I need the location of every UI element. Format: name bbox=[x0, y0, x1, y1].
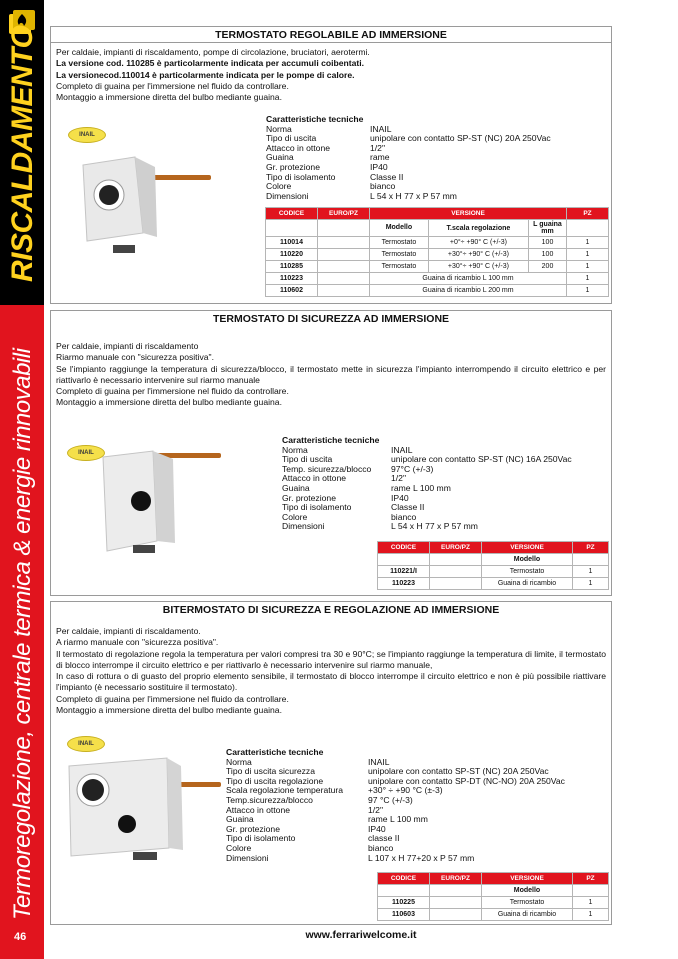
empty-cell bbox=[430, 554, 482, 566]
product-section-3 bbox=[50, 601, 612, 925]
model-cell: Guaina di ricambio bbox=[482, 909, 573, 921]
price-cell bbox=[430, 566, 482, 578]
section-title: TERMOSTATO DI SICUREZZA AD IMMERSIONE bbox=[212, 313, 450, 325]
spec-value: bianco bbox=[391, 511, 417, 522]
col-header-codice: CODICE bbox=[378, 873, 430, 885]
spec-key: Dimensioni bbox=[226, 852, 269, 863]
col-header-pz: PZ bbox=[567, 208, 609, 220]
empty-cell bbox=[567, 220, 609, 237]
product-code-table bbox=[377, 872, 609, 921]
empty-cell bbox=[573, 554, 609, 566]
inail-badge: INAIL bbox=[67, 736, 105, 752]
product-code-table bbox=[377, 541, 609, 590]
price-cell bbox=[318, 285, 370, 297]
page-number: 46 bbox=[14, 931, 27, 943]
section-description bbox=[56, 341, 606, 409]
sub-header-modello: Modello bbox=[482, 885, 573, 897]
spec-value: 97°C (+/-3) bbox=[391, 463, 434, 474]
section-description bbox=[56, 47, 606, 103]
product-code: 110220 bbox=[266, 249, 318, 261]
table-row bbox=[378, 909, 609, 921]
spec-key: Tipo di isolamento bbox=[266, 171, 336, 182]
spec-value: IP40 bbox=[370, 161, 388, 172]
empty-cell bbox=[430, 885, 482, 897]
desc-line: Completo di guaina per l'immersione nel fluido da controllare. bbox=[56, 693, 289, 704]
spec-value: 97 °C (+/-3) bbox=[368, 794, 413, 805]
table-row bbox=[266, 237, 609, 249]
sub-header-guaina: L guaina mm bbox=[529, 220, 567, 237]
spec-value: +30° ÷ +90 °C (±-3) bbox=[368, 785, 443, 796]
spec-key: Guaina bbox=[282, 482, 310, 493]
desc-line: Completo di guaina per l'immersione nel fluido da controllare. bbox=[56, 386, 289, 397]
inail-badge: INAIL bbox=[68, 127, 106, 143]
sub-header-scala: T.scala regolazione bbox=[428, 220, 528, 237]
model-cell: Termostato bbox=[370, 237, 429, 249]
section-title: BITERMOSTATO DI SICUREZZA E REGOLAZIONE AD IMMERSIONE bbox=[162, 604, 500, 616]
length-cell: 100 bbox=[529, 237, 567, 249]
spec-key: Attacco in ottone bbox=[266, 142, 331, 153]
col-header-codice: CODICE bbox=[378, 542, 430, 554]
spec-key: Temp.sicurezza/blocco bbox=[226, 794, 313, 805]
spec-value: INAIL bbox=[368, 756, 390, 767]
product-code: 110014 bbox=[266, 237, 318, 249]
spec-key: Dimensioni bbox=[282, 521, 325, 532]
desc-line: Se l'impianto raggiunge la temperatura di sicurezza/blocco, il termostato mette in sicurezza l'impianto interrompendo il circuito elettrico e per riattivarlo è necessario intervenire sul riarmo manuale bbox=[56, 363, 606, 385]
desc-line: Montaggio a immersione diretta del bulbo mediante guaina. bbox=[56, 397, 282, 408]
spec-value: L 107 x H 77+20 x P 57 mm bbox=[368, 852, 475, 863]
product-section-1 bbox=[50, 26, 612, 304]
scale-cell: +30°÷ +90° C (+/-3) bbox=[428, 249, 528, 261]
table-row bbox=[266, 285, 609, 297]
table-row bbox=[378, 566, 609, 578]
qty-cell: 1 bbox=[567, 261, 609, 273]
col-header-euro: EURO/PZ bbox=[430, 873, 482, 885]
spec-value: bianco bbox=[370, 181, 396, 192]
spec-key: Dimensioni bbox=[266, 190, 309, 201]
spec-value: unipolare con contatto SP-ST (NC) 20A 250Vac bbox=[368, 766, 549, 777]
qty-cell: 1 bbox=[573, 578, 609, 590]
sidebar bbox=[0, 0, 44, 959]
desc-line: In caso di rottura o di guasto del proprio elemento sensibile, il termostato di blocco interrompe il circuito elettrico e non è più possibile riattivare l'impianto (è necessario sostituire il termostato). bbox=[56, 671, 606, 693]
model-cell: Guaina di ricambio bbox=[482, 578, 573, 590]
spec-key: Norma bbox=[226, 756, 252, 767]
table-row bbox=[266, 249, 609, 261]
spec-key: Attacco in ottone bbox=[282, 473, 347, 484]
desc-line: Il termostato di regolazione regola la temperatura per valori compresi tra 30 e 90°C; se l'impianto raggiunge la temperatura di limite, il termostato di blocco interrompe il circuito elettrico e per riattivarlo è necessario intervenire sul riarmo manuale, bbox=[56, 648, 606, 670]
spec-value: classe II bbox=[368, 833, 400, 844]
section-title: TERMOSTATO REGOLABILE AD IMMERSIONE bbox=[51, 27, 611, 43]
empty-cell bbox=[378, 885, 430, 897]
scale-cell: +0°÷ +90° C (+/-3) bbox=[428, 237, 528, 249]
table-row bbox=[378, 578, 609, 590]
spec-value: 1/2" bbox=[391, 473, 406, 484]
table-row bbox=[378, 897, 609, 909]
desc-line: Riarmo manuale con "sicurezza positiva". bbox=[56, 352, 214, 363]
spec-key: Colore bbox=[226, 842, 252, 853]
desc-line: Per caldaie, impianti di riscaldamento bbox=[56, 341, 199, 351]
spec-value: 1/2" bbox=[370, 142, 385, 153]
col-header-pz: PZ bbox=[573, 873, 609, 885]
bithermostat-photo bbox=[63, 752, 223, 864]
col-header-pz: PZ bbox=[573, 542, 609, 554]
spec-value: rame L 100 mm bbox=[368, 814, 428, 825]
desc-line: Per caldaie, impianti di riscaldamento, pompe di circolazione, bruciatori, aerotermi. bbox=[56, 47, 370, 57]
inail-badge: INAIL bbox=[67, 445, 105, 461]
thermostat-photo bbox=[73, 443, 223, 563]
model-cell: Termostato bbox=[482, 897, 573, 909]
spec-key: Norma bbox=[266, 123, 292, 134]
footer-url[interactable]: www.ferrariwelcome.it bbox=[305, 929, 417, 941]
table-row bbox=[266, 273, 609, 285]
desc-line: La versione cod. 110285 è particolarmente indicata per accumuli coibentati. bbox=[56, 58, 365, 69]
price-cell bbox=[430, 897, 482, 909]
spec-list bbox=[282, 436, 572, 532]
spec-value: rame L 100 mm bbox=[391, 482, 451, 493]
product-code: 110221/I bbox=[378, 566, 430, 578]
spec-value: unipolare con contatto SP-DT (NC-NO) 20A 250Vac bbox=[368, 775, 565, 786]
product-code: 110223 bbox=[378, 578, 430, 590]
length-cell: 200 bbox=[529, 261, 567, 273]
spec-value: unipolare con contatto SP-ST (NC) 20A 250Vac bbox=[370, 133, 551, 144]
model-cell: Termostato bbox=[370, 249, 429, 261]
spec-key: Tipo di uscita sicurezza bbox=[226, 766, 315, 777]
spec-key: Tipo di uscita bbox=[282, 454, 333, 465]
qty-cell: 1 bbox=[573, 897, 609, 909]
empty-cell bbox=[378, 554, 430, 566]
product-code: 110285 bbox=[266, 261, 318, 273]
price-cell bbox=[318, 249, 370, 261]
scale-cell: +30°÷ +90° C (+/-3) bbox=[428, 261, 528, 273]
desc-line: Per caldaie, impianti di riscaldamento. bbox=[56, 626, 201, 636]
spec-key: Colore bbox=[282, 511, 308, 522]
price-cell bbox=[318, 273, 370, 285]
spec-list bbox=[226, 748, 565, 863]
table-row bbox=[266, 261, 609, 273]
spec-value: 1/2" bbox=[368, 804, 383, 815]
spec-key: Tipo di uscita bbox=[266, 133, 317, 144]
spec-value: bianco bbox=[368, 842, 394, 853]
qty-cell: 1 bbox=[567, 273, 609, 285]
spec-key: Guaina bbox=[266, 152, 294, 163]
spec-value: IP40 bbox=[368, 823, 386, 834]
empty-cell bbox=[266, 220, 318, 237]
spec-value: IP40 bbox=[391, 492, 409, 503]
spec-key: Gr. protezione bbox=[282, 492, 336, 503]
desc-line: Montaggio a immersione diretta del bulbo mediante guaina. bbox=[56, 705, 282, 716]
spec-key: Guaina bbox=[226, 814, 254, 825]
empty-cell bbox=[318, 220, 370, 237]
qty-cell: 1 bbox=[573, 909, 609, 921]
spec-value: rame bbox=[370, 152, 390, 163]
qty-cell: 1 bbox=[567, 285, 609, 297]
empty-cell bbox=[573, 885, 609, 897]
model-cell: Termostato bbox=[482, 566, 573, 578]
spec-title: Caratteristiche tecniche bbox=[282, 435, 380, 445]
product-section-2 bbox=[50, 310, 612, 596]
price-cell bbox=[430, 909, 482, 921]
product-code: 110603 bbox=[378, 909, 430, 921]
col-header-euro: EURO/PZ bbox=[318, 208, 370, 220]
spec-key: Attacco in ottone bbox=[226, 804, 291, 815]
sub-header-modello: Modello bbox=[370, 220, 429, 237]
spec-title: Caratteristiche tecniche bbox=[266, 114, 364, 124]
spec-value: L 54 x H 77 x P 57 mm bbox=[370, 190, 457, 201]
col-header-versione: VERSIONE bbox=[370, 208, 567, 220]
thermostat-photo bbox=[73, 145, 213, 257]
sidebar-category-band bbox=[0, 0, 44, 305]
col-header-codice: CODICE bbox=[266, 208, 318, 220]
spec-value: Classe II bbox=[391, 502, 425, 513]
spec-key: Scala regolazione temperatura bbox=[226, 785, 344, 796]
col-header-euro: EURO/PZ bbox=[430, 542, 482, 554]
spec-value: unipolare con contatto SP-ST (NC) 16A 250Vac bbox=[391, 454, 572, 465]
spec-key: Colore bbox=[266, 181, 292, 192]
spec-value: INAIL bbox=[370, 123, 392, 134]
spec-key: Norma bbox=[282, 444, 308, 455]
desc-line: La versionecod.110014 è particolarmente indicata per le pompe di calore. bbox=[56, 69, 355, 80]
category-subtitle: Termoregolazione, centrale termica & energie rinnovabili bbox=[9, 348, 36, 920]
desc-line: A riarmo manuale con "sicurezza positiva". bbox=[56, 637, 219, 648]
section-description bbox=[56, 626, 606, 716]
desc-line: Completo di guaina per l'immersione nel fluido da controllare. bbox=[56, 80, 289, 91]
length-cell: 100 bbox=[529, 249, 567, 261]
spare-part-cell: Guaina di ricambio L 200 mm bbox=[370, 285, 567, 297]
spec-title: Caratteristiche tecniche bbox=[226, 747, 324, 757]
qty-cell: 1 bbox=[567, 237, 609, 249]
spec-key: Gr. protezione bbox=[226, 823, 280, 834]
price-cell bbox=[318, 237, 370, 249]
product-code: 110223 bbox=[266, 273, 318, 285]
spec-key: Gr. protezione bbox=[266, 161, 320, 172]
spec-key: Tipo di isolamento bbox=[226, 833, 296, 844]
price-cell bbox=[430, 578, 482, 590]
product-code: 110225 bbox=[378, 897, 430, 909]
qty-cell: 1 bbox=[567, 249, 609, 261]
col-header-versione: VERSIONE bbox=[482, 542, 573, 554]
model-cell: Termostato bbox=[370, 261, 429, 273]
product-code-table bbox=[265, 207, 609, 297]
spec-value: INAIL bbox=[391, 444, 413, 455]
price-cell bbox=[318, 261, 370, 273]
spec-key: Temp. sicurezza/blocco bbox=[282, 463, 372, 474]
desc-line: Montaggio a immersione diretta del bulbo mediante guaina. bbox=[56, 92, 282, 103]
spec-value: Classe II bbox=[370, 171, 404, 182]
qty-cell: 1 bbox=[573, 566, 609, 578]
spec-key: Tipo di isolamento bbox=[282, 502, 352, 513]
category-title: RISCALDAMENTO bbox=[6, 25, 39, 282]
product-code: 110602 bbox=[266, 285, 318, 297]
col-header-versione: VERSIONE bbox=[482, 873, 573, 885]
spec-key: Tipo di uscita regolazione bbox=[226, 775, 324, 786]
spec-list bbox=[266, 115, 551, 201]
spec-value: L 54 x H 77 x P 57 mm bbox=[391, 521, 478, 532]
sub-header-modello: Modello bbox=[482, 554, 573, 566]
spare-part-cell: Guaina di ricambio L 100 mm bbox=[370, 273, 567, 285]
